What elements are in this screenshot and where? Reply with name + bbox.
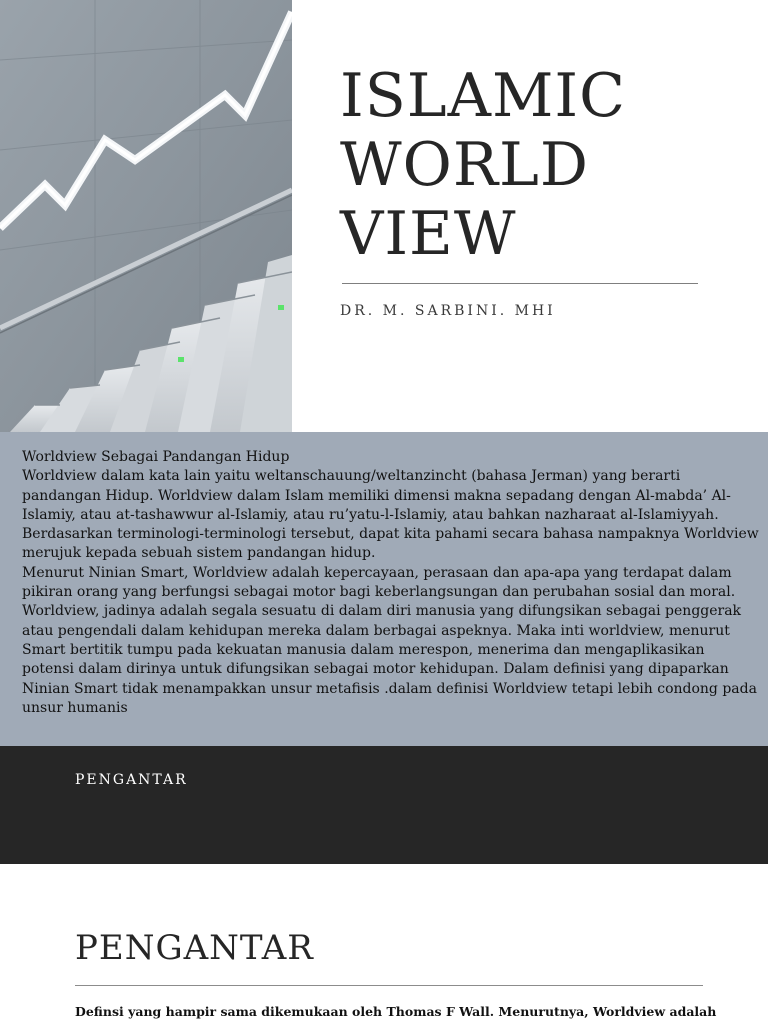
stairs-chart-image (0, 0, 292, 432)
author-name: DR. M. SARBINI. MHI (340, 303, 556, 319)
section-band (0, 746, 768, 864)
section-label: PENGANTAR (75, 772, 188, 788)
presentation-title (340, 62, 740, 269)
slide-body-text: Definsi yang hampir sama dikemukaan oleh Thomas F Wall. Menurutnya, Worldview adalah (75, 1004, 717, 1019)
worldview-slide (0, 432, 768, 864)
heading-divider (75, 985, 703, 986)
title-slide (0, 0, 768, 432)
worldview-text-panel (0, 432, 768, 746)
slide-heading: PENGANTAR (75, 928, 314, 968)
title-line: WORLD (340, 130, 589, 200)
panel-paragraph: Menurut Ninian Smart, Worldview adalah kepercayaan, perasaan dan apa-apa yang terdapat dalam pikiran orang yang berfungsi sebagai motor bagi keberlangsungan dan perubahan sosial dan moral. Worldview, jadinya adalah segala sesuatu di dalam diri manusia yang difungsikan sebagai penggerak atau pengendali dalam kehidupan mereka dalam berbagai aspeknya. Maka inti worldview, menurut Smart bertitik tumpu pada kekuatan manusia dalam merespon, menerima dan mengaplikasikan potensi dalam dirinya untuk difungsikan sebagai motor kehidupan. Dalam definisi yang dipaparkan Ninian Smart tidak menampakkan unsur metafisis .dalam definisi Worldview tetapi lebih condong pada unsur humanis (22, 564, 757, 716)
title-line: VIEW (340, 199, 517, 269)
panel-paragraph: Worldview dalam kata lain yaitu weltanschauung/weltanzincht (bahasa Jerman) yang berarti pandangan Hidup. Worldview dalam Islam memiliki dimensi makna sepadang dengan Al-mabda’ Al-Islamiy, atau at-tashawwur al-Islamiy, atau ru’yatu-l-Islamiy, atau bahkan nazharaat al-Islamiyyah. Berdasarkan terminologi-terminologi tersebut, dapat kita pahami secara bahasa nampaknya Worldview merujuk kepada sebuah sistem pandangan hidup. (22, 468, 759, 562)
title-divider (342, 283, 698, 284)
pengantar-slide (0, 864, 768, 1024)
panel-heading: Worldview Sebagai Pandangan Hidup (22, 449, 290, 465)
title-line: ISLAMIC (340, 61, 627, 131)
